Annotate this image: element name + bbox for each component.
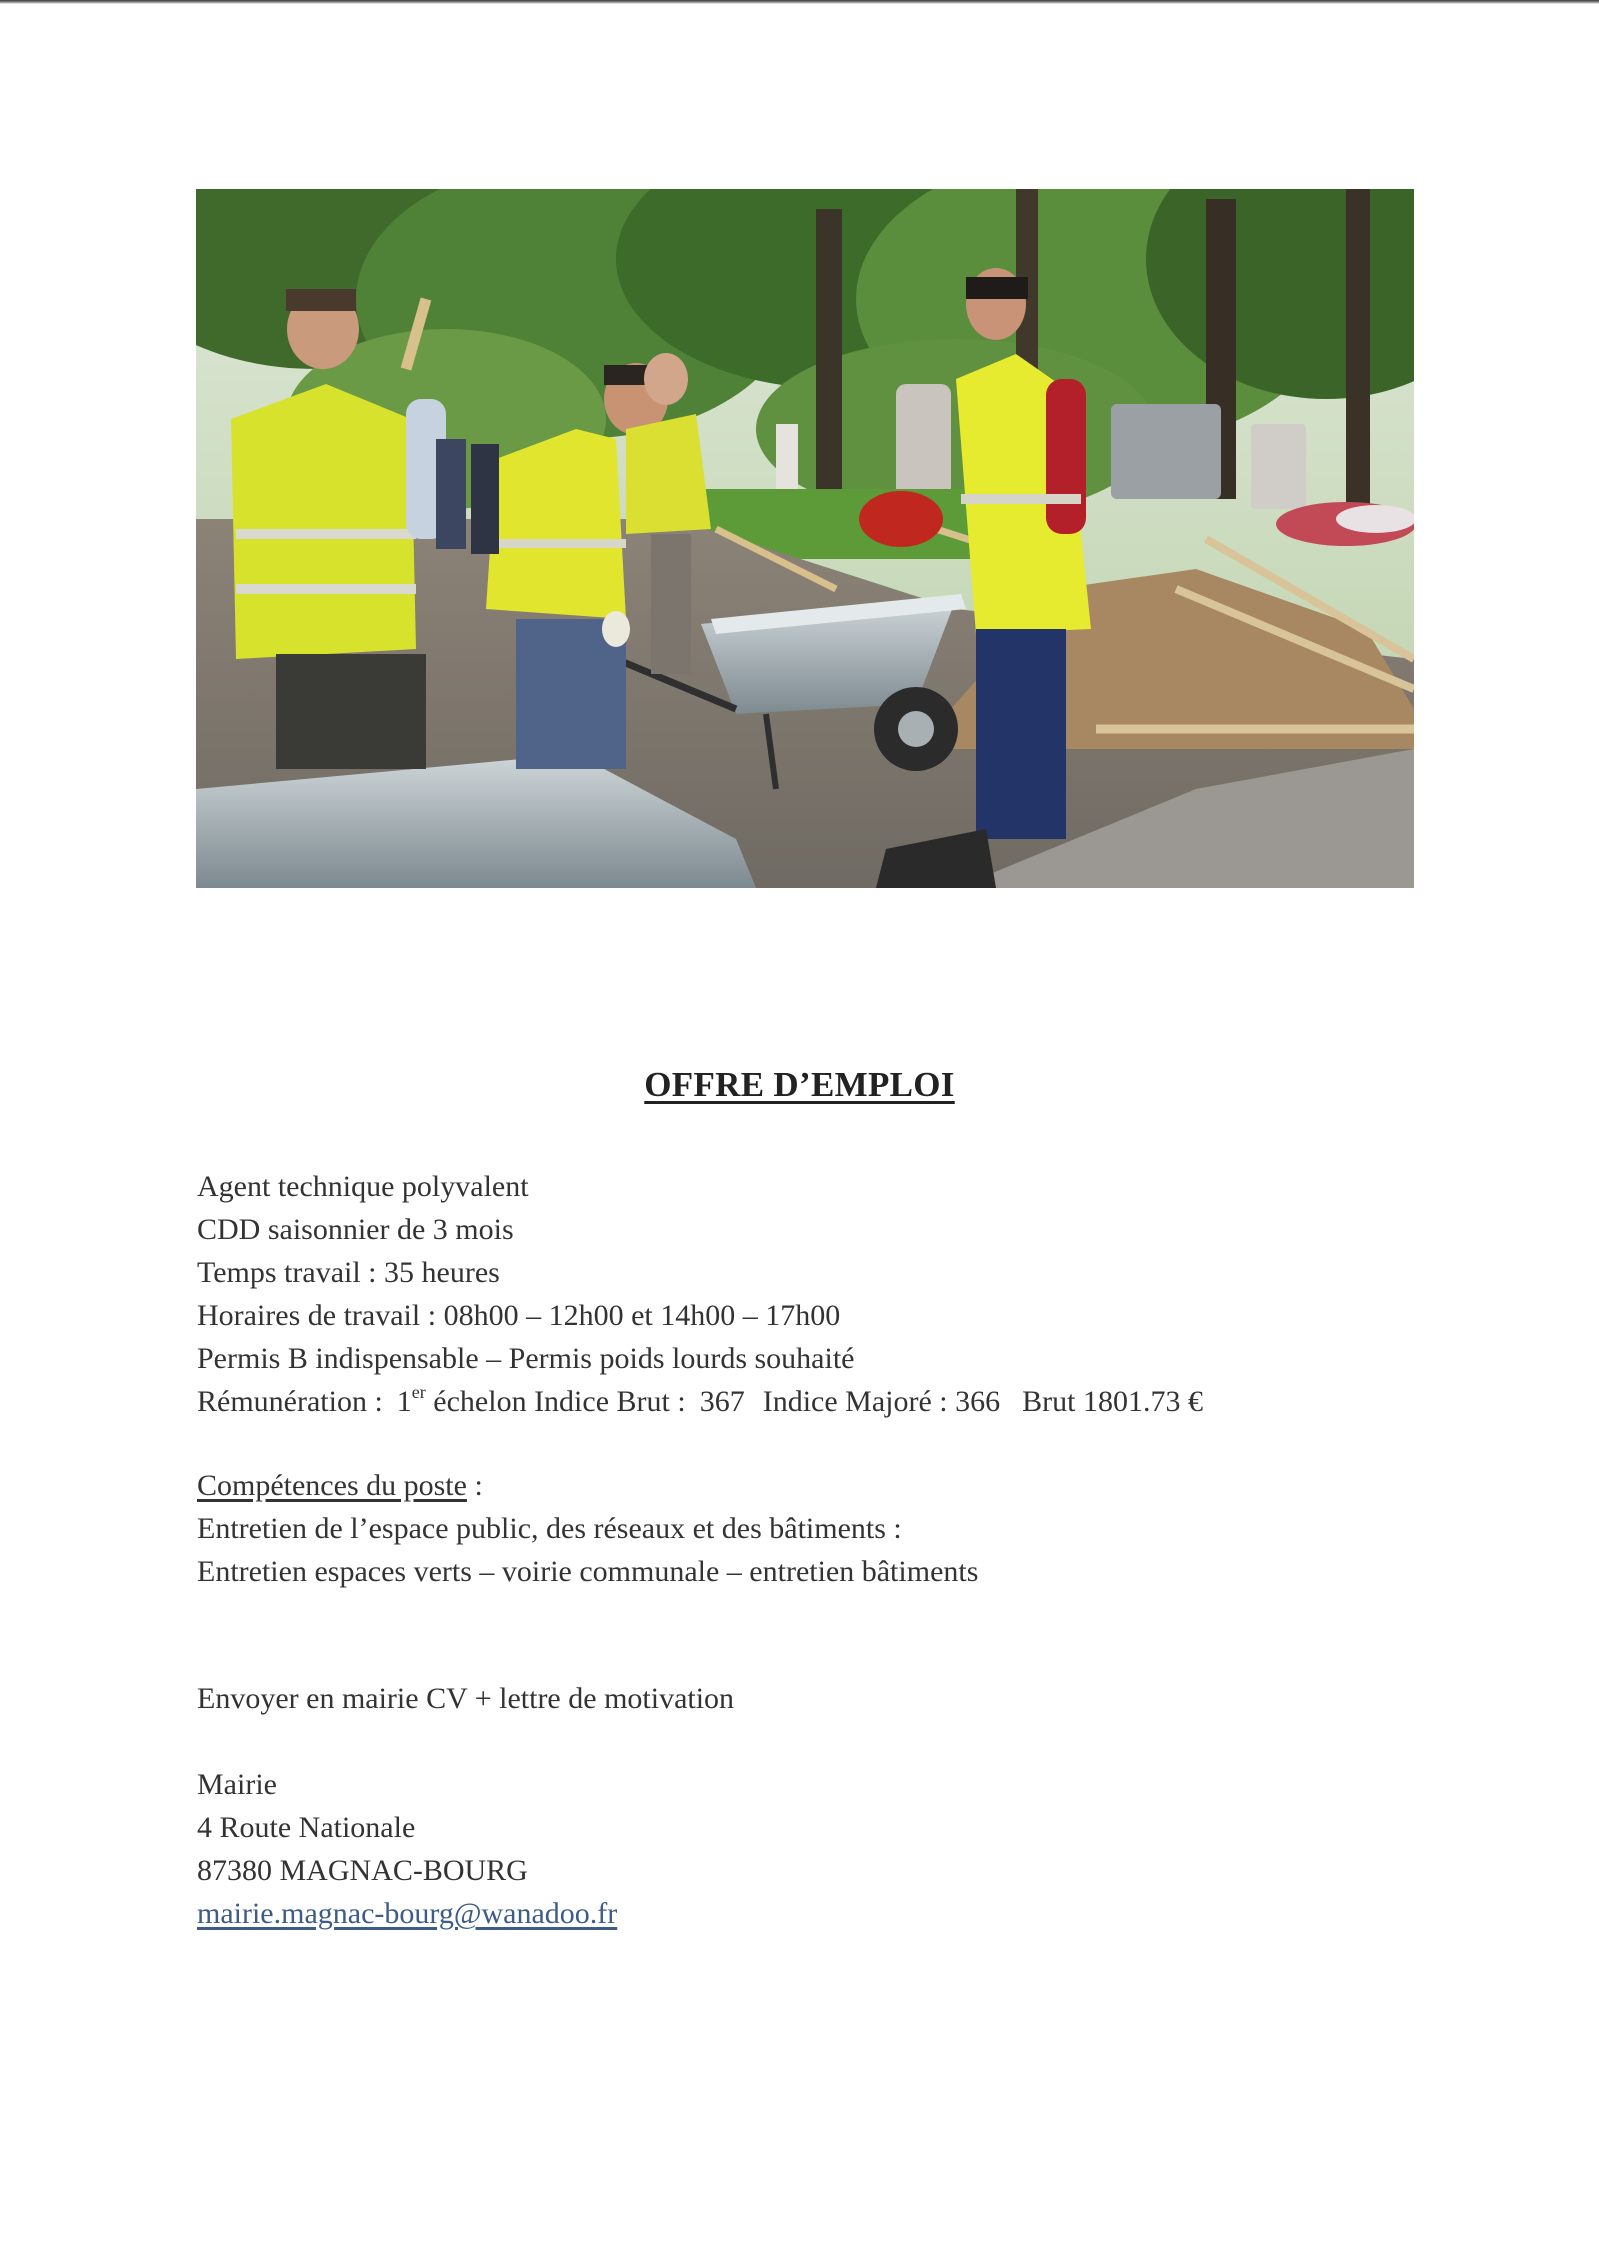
skills-heading-suffix: : <box>466 1469 483 1502</box>
email-link-line <box>197 1892 617 1935</box>
pay-label: Rémunération : <box>197 1385 383 1418</box>
skills-line-2: Entretien espaces verts – voirie communale – entretien bâtiments <box>197 1555 979 1588</box>
job-contract: CDD saisonnier de 3 mois <box>197 1213 514 1246</box>
email-link[interactable]: mairie.magnac-bourg@wanadoo.fr <box>197 1897 618 1930</box>
address-city: 87380 MAGNAC-BOURG <box>197 1854 528 1887</box>
skills-section <box>197 1464 978 1593</box>
pay-echelon-sup: er <box>411 1382 426 1402</box>
pay-brut: Brut 1801.73 € <box>1022 1385 1203 1418</box>
address-name: Mairie <box>197 1768 277 1801</box>
skills-heading: Compétences du poste <box>197 1469 467 1502</box>
job-license: Permis B indispensable – Permis poids lourds souhaité <box>197 1342 855 1375</box>
job-position: Agent technique polyvalent <box>197 1170 529 1203</box>
scan-edge <box>0 0 1599 4</box>
pay-indice-brut: 367 <box>699 1385 745 1418</box>
pay-echelon-text: échelon Indice Brut : <box>433 1385 686 1418</box>
address-street: 4 Route Nationale <box>197 1811 416 1844</box>
address-section <box>197 1763 617 1935</box>
job-schedule: Horaires de travail : 08h00 – 12h00 et 14h00 – 17h00 <box>197 1299 841 1332</box>
skills-line-1: Entretien de l’espace public, des réseaux et des bâtiments : <box>197 1512 902 1545</box>
job-details <box>197 1165 1203 1423</box>
job-hours: Temps travail : 35 heures <box>197 1256 500 1289</box>
pay-indice-majore: Indice Majoré : 366 <box>762 1385 1001 1418</box>
apply-section <box>197 1677 734 1720</box>
workers-photo <box>196 189 1414 888</box>
apply-instruction: Envoyer en mairie CV + lettre de motivation <box>197 1682 735 1715</box>
skills-heading-line <box>197 1464 978 1507</box>
page-title: OFFRE D’EMPLOI <box>644 1065 955 1104</box>
pay-echelon-number: 1 <box>396 1385 412 1418</box>
job-pay <box>197 1380 1203 1423</box>
